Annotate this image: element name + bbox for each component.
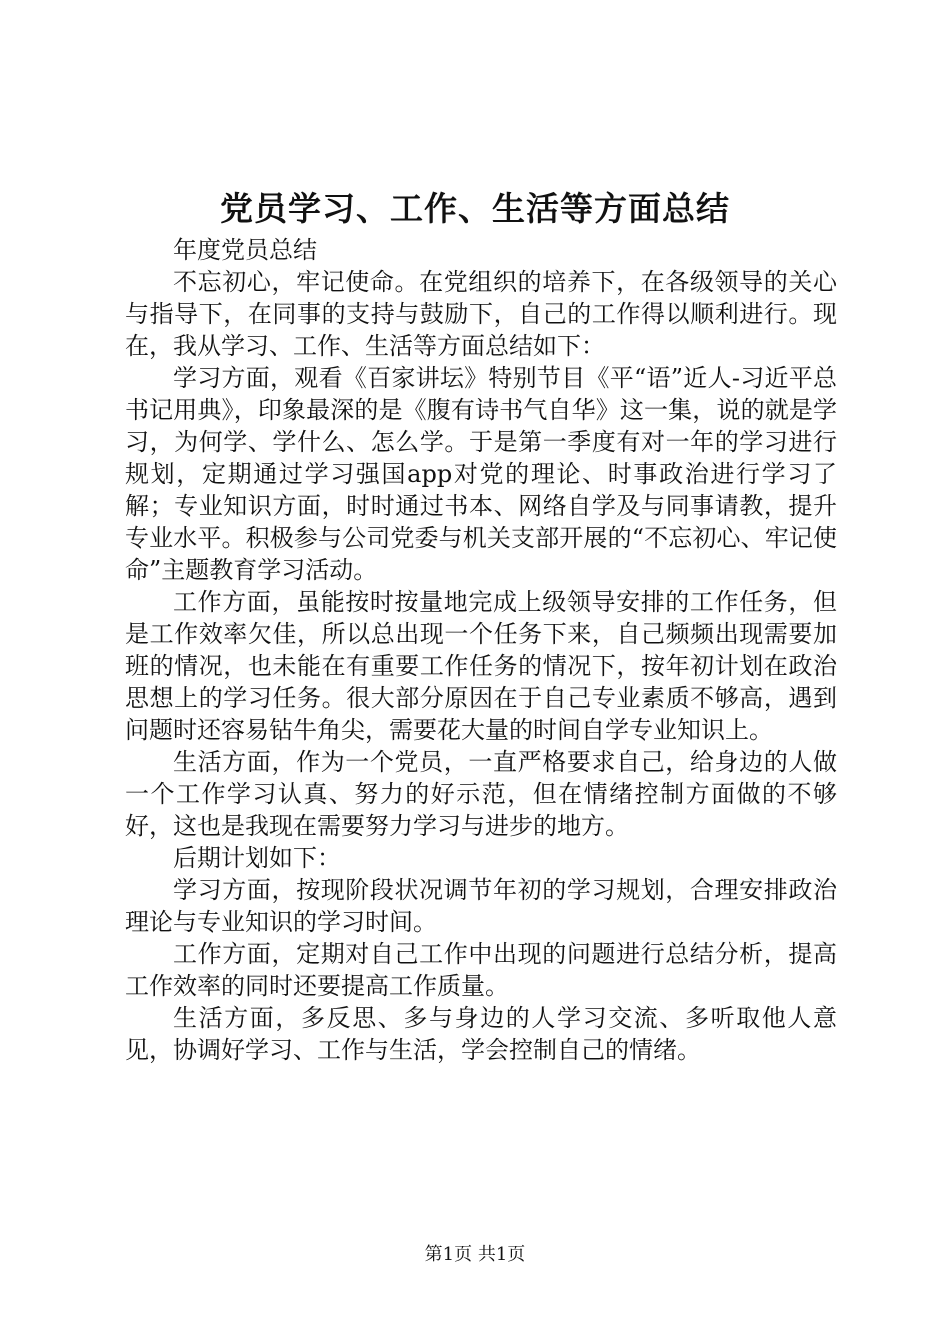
paragraph-plan-life: 生活方面，多反思、多与身边的人学习交流、多听取他人意见，协调好学习、工作与生活，学会控制自己的情绪。 <box>125 1004 837 1064</box>
paragraph-year-summary: 年度党员总结 <box>173 236 317 264</box>
paragraph-plan-heading: 后期计划如下： <box>173 844 341 872</box>
paragraph-intro: 不忘初心，牢记使命。在党组织的培养下，在各级领导的关心与指导下，在同事的支持与鼓励下，自己的工作得以顺利进行。现在，我从学习、工作、生活等方面总结如下： <box>125 268 837 360</box>
paragraph-work: 工作方面，虽能按时按量地完成上级领导安排的工作任务，但是工作效率欠佳，所以总出现一个任务下来，自己频频出现需要加班的情况，也未能在有重要工作任务的情况下，按年初计划在政治思想上的学习任务。很大部分原因在于自己专业素质不够高，遇到问题时还容易钻牛角尖，需要花大量的时间自学专业知识上。 <box>125 588 837 744</box>
document-body <box>125 234 837 1066</box>
paragraph-plan-study: 学习方面，按现阶段状况调节年初的学习规划，合理安排政治理论与专业知识的学习时间。 <box>125 876 837 936</box>
document-title: 党员学习、工作、生活等方面总结 <box>220 189 730 228</box>
paragraph-study: 学习方面，观看《百家讲坛》特别节目《平“语”近人-习近平总书记用典》，印象最深的是《腹有诗书气自华》这一集，说的就是学习，为何学、学什么、怎么学。于是第一季度有对一年的学习进行规划，定期通过学习强国app对党的理论、时事政治进行学习了解；专业知识方面，时时通过书本、网络自学及与同事请教，提升专业水平。积极参与公司党委与机关支部开展的“不忘初心、牢记使命”主题教育学习活动。 <box>125 364 837 584</box>
paragraph-plan-work: 工作方面，定期对自己工作中出现的问题进行总结分析，提高工作效率的同时还要提高工作质量。 <box>125 940 837 1000</box>
page-number-footer: 第1页 共1页 <box>424 1244 526 1265</box>
paragraph-life: 生活方面，作为一个党员，一直严格要求自己，给身边的人做一个工作学习认真、努力的好示范，但在情绪控制方面做的不够好，这也是我现在需要努力学习与进步的地方。 <box>125 748 837 840</box>
